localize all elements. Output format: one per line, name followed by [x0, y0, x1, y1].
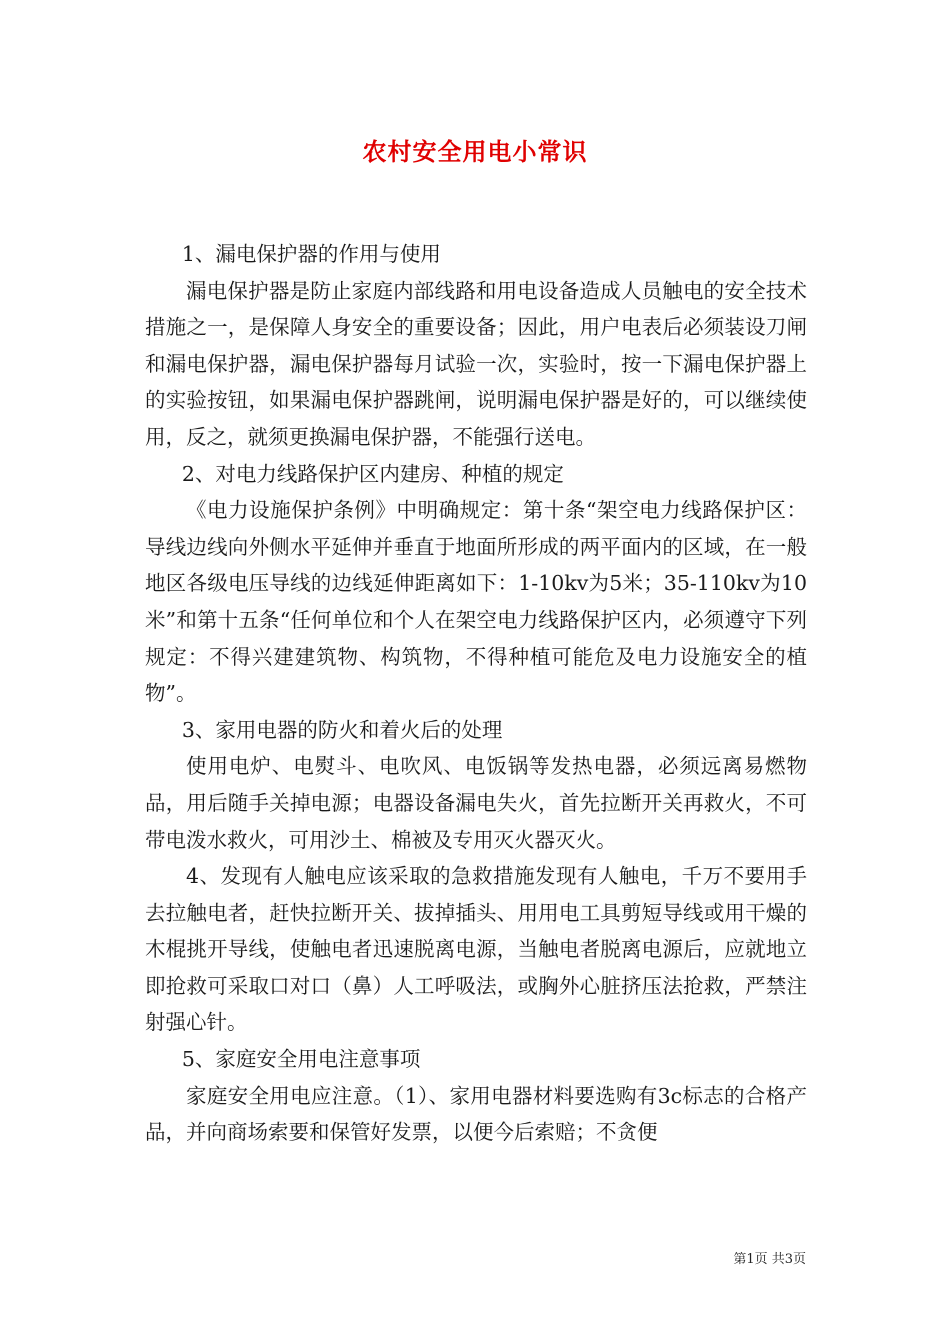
document-title: 农村安全用电小常识 — [362, 137, 588, 166]
paragraph-5: 家庭安全用电应注意。（1）、家用电器材料要选购有3c标志的合格产品，并向商场索要和保管好发票，以便今后索赔；不贪便 — [145, 1083, 807, 1145]
paragraph-2: 《电力设施保护条例》中明确规定：第十条“架空电力线路保护区：导线边线向外侧水平延伸并垂直于地面所形成的两平面内的区域，在一般地区各级电压导线的边线延伸距离如下：1-10kv为5米；35-110kv为10米”和第十五条“任何单位和个人在架空电力线路保护区内，必须遵守下列规定：不得兴建建筑物、构筑物，不得种植可能危及电力设施安全的植物”。 — [145, 498, 807, 706]
section-heading-5: 5、家庭安全用电注意事项 — [181, 1047, 421, 1072]
paragraph-1: 漏电保护器是防止家庭内部线路和用电设备造成人员触电的安全技术措施之一，是保障人身安全的重要设备；因此，用户电表后必须装设刀闸和漏电保护器，漏电保护器每月试验一次，实验时，按一下漏电保护器上的实验按钮，如果漏电保护器跳闸，说明漏电保护器是好的，可以继续使用，反之，就须更换漏电保护器，不能强行送电。 — [145, 278, 807, 449]
section-heading-3: 3、家用电器的防火和着火后的处理 — [181, 717, 503, 742]
paragraph-4: 4、发现有人触电应该采取的急救措施发现有人触电，千万不要用手去拉触电者，赶快拉断开关、拔掉插头、用用电工具剪短导线或用干燥的木棍挑开导线，使触电者迅速脱离电源，当触电者脱离电源后，应就地立即抢救可采取口对口（鼻）人工呼吸法，或胸外心脏挤压法抢救，严禁注射强心针。 — [145, 864, 807, 1035]
paragraph-3: 使用电炉、电熨斗、电吹风、电饭锅等发热电器，必须远离易燃物品，用后随手关掉电源；电器设备漏电失火，首先拉断开关再救火，不可带电泼水救火，可用沙土、棉被及专用灭火器灭火。 — [145, 754, 807, 852]
page-number: 第1页 共3页 — [733, 1252, 806, 1267]
section-heading-2: 2、对电力线路保护区内建房、种植的规定 — [181, 461, 564, 486]
document-body — [145, 236, 807, 1151]
section-heading-1: 1、漏电保护器的作用与使用 — [181, 242, 441, 266]
